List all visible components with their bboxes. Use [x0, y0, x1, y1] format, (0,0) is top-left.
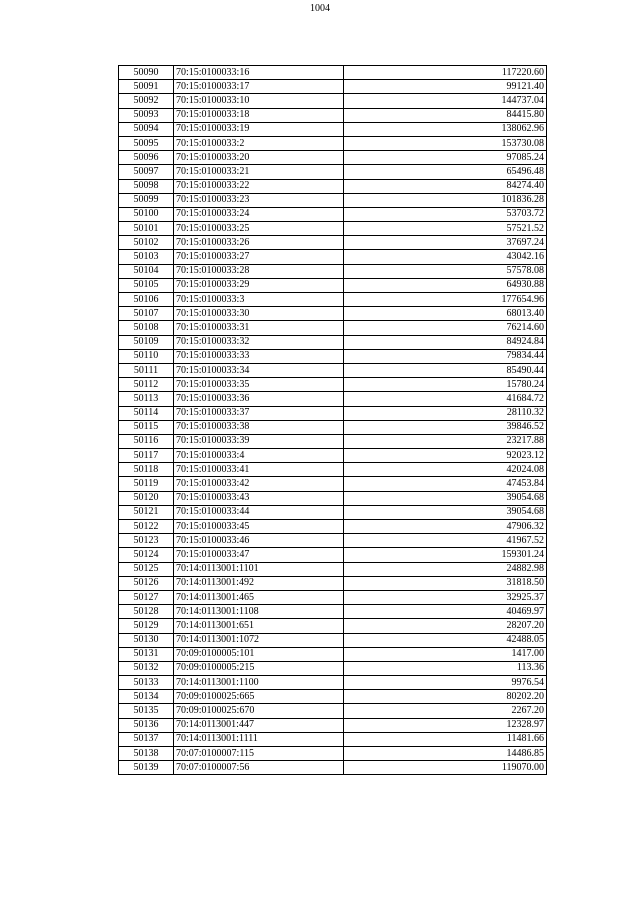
table-row: [119, 647, 547, 661]
table-row: [119, 222, 547, 236]
row-number-cell: 50137: [119, 732, 174, 746]
cadastral-number-cell: 70:09:0100025:665: [174, 690, 344, 704]
row-number-cell: 50090: [119, 66, 174, 80]
value-cell: 76214.60: [344, 321, 547, 335]
row-number-cell: 50127: [119, 590, 174, 604]
table-row: [119, 661, 547, 675]
value-cell: 31818.50: [344, 576, 547, 590]
value-cell: 64930.88: [344, 278, 547, 292]
value-cell: 47453.84: [344, 477, 547, 491]
row-number-cell: 50095: [119, 136, 174, 150]
value-cell: 65496.48: [344, 165, 547, 179]
value-cell: 57521.52: [344, 222, 547, 236]
cadastral-number-cell: 70:15:0100033:35: [174, 378, 344, 392]
cadastral-number-cell: 70:07:0100007:56: [174, 761, 344, 775]
cadastral-number-cell: 70:15:0100033:16: [174, 66, 344, 80]
value-cell: 28110.32: [344, 406, 547, 420]
row-number-cell: 50097: [119, 165, 174, 179]
cadastral-number-cell: 70:15:0100033:37: [174, 406, 344, 420]
cadastral-number-cell: 70:15:0100033:44: [174, 505, 344, 519]
cadastral-number-cell: 70:15:0100033:39: [174, 434, 344, 448]
row-number-cell: 50096: [119, 151, 174, 165]
row-number-cell: 50094: [119, 122, 174, 136]
cadastral-number-cell: 70:15:0100033:17: [174, 80, 344, 94]
cadastral-number-cell: 70:14:0113001:465: [174, 590, 344, 604]
table-row: [119, 94, 547, 108]
value-cell: 68013.40: [344, 307, 547, 321]
cadastral-number-cell: 70:15:0100033:29: [174, 278, 344, 292]
table-row: [119, 136, 547, 150]
table-row: [119, 434, 547, 448]
cadastral-number-cell: 70:15:0100033:36: [174, 392, 344, 406]
row-number-cell: 50119: [119, 477, 174, 491]
table-row: [119, 392, 547, 406]
value-cell: 41967.52: [344, 534, 547, 548]
table-row: [119, 505, 547, 519]
row-number-cell: 50091: [119, 80, 174, 94]
table-row: [119, 66, 547, 80]
cadastral-number-cell: 70:15:0100033:19: [174, 122, 344, 136]
row-number-cell: 50101: [119, 222, 174, 236]
table-row: [119, 605, 547, 619]
row-number-cell: 50115: [119, 420, 174, 434]
table-row: [119, 335, 547, 349]
table-row: [119, 732, 547, 746]
cadastral-number-cell: 70:15:0100033:3: [174, 293, 344, 307]
value-cell: 53703.72: [344, 207, 547, 221]
page-number: 1004: [310, 3, 330, 14]
row-number-cell: 50123: [119, 534, 174, 548]
value-cell: 11481.66: [344, 732, 547, 746]
value-cell: 85490.44: [344, 363, 547, 377]
value-cell: 153730.08: [344, 136, 547, 150]
table-row: [119, 250, 547, 264]
table-row: [119, 378, 547, 392]
cadastral-number-cell: 70:15:0100033:27: [174, 250, 344, 264]
table-row: [119, 676, 547, 690]
table-row: [119, 704, 547, 718]
cadastral-number-cell: 70:15:0100033:42: [174, 477, 344, 491]
cadastral-number-cell: 70:15:0100033:32: [174, 335, 344, 349]
row-number-cell: 50116: [119, 434, 174, 448]
row-number-cell: 50104: [119, 264, 174, 278]
table-row: [119, 690, 547, 704]
value-cell: 138062.96: [344, 122, 547, 136]
cadastral-number-cell: 70:15:0100033:30: [174, 307, 344, 321]
table-row: [119, 491, 547, 505]
table-row: [119, 449, 547, 463]
cadastral-number-cell: 70:14:0113001:1072: [174, 633, 344, 647]
row-number-cell: 50124: [119, 548, 174, 562]
row-number-cell: 50138: [119, 747, 174, 761]
value-cell: 79834.44: [344, 349, 547, 363]
cadastral-number-cell: 70:14:0113001:1101: [174, 562, 344, 576]
cadastral-number-cell: 70:15:0100033:43: [174, 491, 344, 505]
row-number-cell: 50121: [119, 505, 174, 519]
table-row: [119, 590, 547, 604]
cadastral-number-cell: 70:14:0113001:1100: [174, 676, 344, 690]
value-cell: 99121.40: [344, 80, 547, 94]
table-row: [119, 207, 547, 221]
cadastral-number-cell: 70:15:0100033:31: [174, 321, 344, 335]
row-number-cell: 50118: [119, 463, 174, 477]
table-row: [119, 747, 547, 761]
row-number-cell: 50126: [119, 576, 174, 590]
table-row: [119, 548, 547, 562]
row-number-cell: 50105: [119, 278, 174, 292]
table-row: [119, 420, 547, 434]
value-cell: 28207.20: [344, 619, 547, 633]
cadastral-number-cell: 70:09:0100025:670: [174, 704, 344, 718]
table-row: [119, 236, 547, 250]
value-cell: 97085.24: [344, 151, 547, 165]
row-number-cell: 50120: [119, 491, 174, 505]
cadastral-number-cell: 70:15:0100033:22: [174, 179, 344, 193]
value-cell: 84415.80: [344, 108, 547, 122]
value-cell: 39054.68: [344, 491, 547, 505]
cadastral-number-cell: 70:14:0113001:651: [174, 619, 344, 633]
table-row: [119, 179, 547, 193]
cadastral-number-cell: 70:15:0100033:21: [174, 165, 344, 179]
value-cell: 39054.68: [344, 505, 547, 519]
row-number-cell: 50117: [119, 449, 174, 463]
value-cell: 144737.04: [344, 94, 547, 108]
value-cell: 177654.96: [344, 293, 547, 307]
value-cell: 24882.98: [344, 562, 547, 576]
row-number-cell: 50103: [119, 250, 174, 264]
value-cell: 12328.97: [344, 718, 547, 732]
row-number-cell: 50131: [119, 647, 174, 661]
cadastral-number-cell: 70:15:0100033:10: [174, 94, 344, 108]
row-number-cell: 50098: [119, 179, 174, 193]
row-number-cell: 50132: [119, 661, 174, 675]
value-cell: 37697.24: [344, 236, 547, 250]
row-number-cell: 50107: [119, 307, 174, 321]
row-number-cell: 50099: [119, 193, 174, 207]
cadastral-number-cell: 70:15:0100033:2: [174, 136, 344, 150]
value-cell: 42024.08: [344, 463, 547, 477]
cadastral-number-cell: 70:14:0113001:1111: [174, 732, 344, 746]
table-row: [119, 718, 547, 732]
value-cell: 47906.32: [344, 520, 547, 534]
value-cell: 15780.24: [344, 378, 547, 392]
value-cell: 84274.40: [344, 179, 547, 193]
table-row: [119, 165, 547, 179]
row-number-cell: 50114: [119, 406, 174, 420]
row-number-cell: 50125: [119, 562, 174, 576]
value-cell: 23217.88: [344, 434, 547, 448]
row-number-cell: 50139: [119, 761, 174, 775]
cadastral-number-cell: 70:15:0100033:24: [174, 207, 344, 221]
value-cell: 39846.52: [344, 420, 547, 434]
table-row: [119, 193, 547, 207]
cadastral-number-cell: 70:15:0100033:18: [174, 108, 344, 122]
table-row: [119, 619, 547, 633]
cadastral-number-cell: 70:15:0100033:45: [174, 520, 344, 534]
cadastral-number-cell: 70:15:0100033:33: [174, 349, 344, 363]
row-number-cell: 50102: [119, 236, 174, 250]
cadastral-number-cell: 70:15:0100033:34: [174, 363, 344, 377]
cadastral-number-cell: 70:07:0100007:115: [174, 747, 344, 761]
cadastral-number-cell: 70:15:0100033:28: [174, 264, 344, 278]
cadastral-number-cell: 70:15:0100033:23: [174, 193, 344, 207]
value-cell: 57578.08: [344, 264, 547, 278]
value-cell: 43042.16: [344, 250, 547, 264]
row-number-cell: 50113: [119, 392, 174, 406]
cadastral-number-cell: 70:15:0100033:4: [174, 449, 344, 463]
table-row: [119, 520, 547, 534]
table-row: [119, 108, 547, 122]
table-row: [119, 278, 547, 292]
row-number-cell: 50129: [119, 619, 174, 633]
value-cell: 119070.00: [344, 761, 547, 775]
cadastral-number-cell: 70:15:0100033:46: [174, 534, 344, 548]
cadastral-number-cell: 70:09:0100005:101: [174, 647, 344, 661]
value-cell: 80202.20: [344, 690, 547, 704]
row-number-cell: 50112: [119, 378, 174, 392]
table-row: [119, 761, 547, 775]
value-cell: 92023.12: [344, 449, 547, 463]
cadastral-number-cell: 70:15:0100033:47: [174, 548, 344, 562]
cadastral-number-cell: 70:15:0100033:26: [174, 236, 344, 250]
value-cell: 2267.20: [344, 704, 547, 718]
table-row: [119, 477, 547, 491]
cadastral-number-cell: 70:14:0113001:492: [174, 576, 344, 590]
cadastral-number-cell: 70:15:0100033:20: [174, 151, 344, 165]
table-row: [119, 122, 547, 136]
table-row: [119, 534, 547, 548]
row-number-cell: 50100: [119, 207, 174, 221]
row-number-cell: 50106: [119, 293, 174, 307]
table-row: [119, 463, 547, 477]
table-row: [119, 151, 547, 165]
row-number-cell: 50135: [119, 704, 174, 718]
table-body: [119, 66, 547, 775]
value-cell: 117220.60: [344, 66, 547, 80]
table-row: [119, 307, 547, 321]
row-number-cell: 50128: [119, 605, 174, 619]
cadastral-number-cell: 70:15:0100033:25: [174, 222, 344, 236]
row-number-cell: 50109: [119, 335, 174, 349]
row-number-cell: 50122: [119, 520, 174, 534]
cadastral-number-cell: 70:14:0113001:1108: [174, 605, 344, 619]
table-row: [119, 321, 547, 335]
value-cell: 101836.28: [344, 193, 547, 207]
table-row: [119, 363, 547, 377]
value-cell: 159301.24: [344, 548, 547, 562]
cadastral-number-cell: 70:15:0100033:38: [174, 420, 344, 434]
row-number-cell: 50093: [119, 108, 174, 122]
cadastral-number-cell: 70:15:0100033:41: [174, 463, 344, 477]
value-cell: 14486.85: [344, 747, 547, 761]
table-row: [119, 80, 547, 94]
value-cell: 9976.54: [344, 676, 547, 690]
cadastral-value-table: [118, 65, 547, 775]
row-number-cell: 50134: [119, 690, 174, 704]
value-cell: 84924.84: [344, 335, 547, 349]
row-number-cell: 50133: [119, 676, 174, 690]
row-number-cell: 50108: [119, 321, 174, 335]
table-row: [119, 406, 547, 420]
value-cell: 41684.72: [344, 392, 547, 406]
table-row: [119, 264, 547, 278]
table-row: [119, 633, 547, 647]
row-number-cell: 50130: [119, 633, 174, 647]
value-cell: 42488.05: [344, 633, 547, 647]
row-number-cell: 50110: [119, 349, 174, 363]
value-cell: 40469.97: [344, 605, 547, 619]
row-number-cell: 50092: [119, 94, 174, 108]
value-cell: 1417.00: [344, 647, 547, 661]
table-row: [119, 293, 547, 307]
value-cell: 32925.37: [344, 590, 547, 604]
row-number-cell: 50136: [119, 718, 174, 732]
value-cell: 113.36: [344, 661, 547, 675]
table-row: [119, 562, 547, 576]
table-row: [119, 576, 547, 590]
cadastral-number-cell: 70:09:0100005:215: [174, 661, 344, 675]
table-row: [119, 349, 547, 363]
row-number-cell: 50111: [119, 363, 174, 377]
cadastral-number-cell: 70:14:0113001:447: [174, 718, 344, 732]
